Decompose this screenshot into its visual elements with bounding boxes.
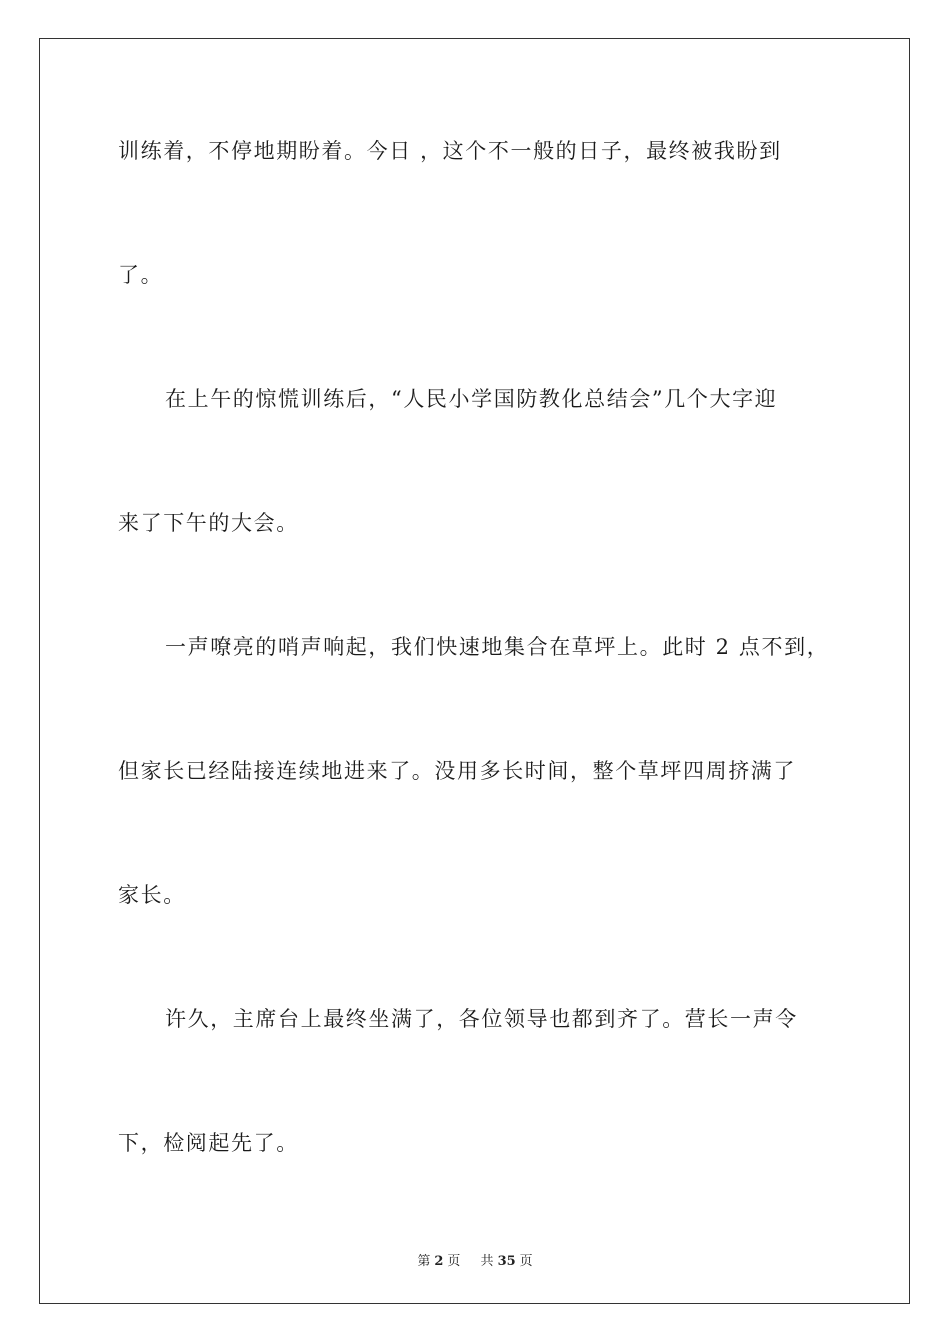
total-suffix: 页 [519,1254,533,1269]
page-border [39,38,910,1304]
page-number: 2 [434,1254,444,1269]
paragraph-start-line: 一声嘹亮的哨声响起，我们快速地集合在草坪上。此时 2 点不到， [165,635,830,659]
total-prefix: 共 [480,1254,494,1269]
body-text-line: 下，检阅起先了。 [118,1131,299,1155]
paragraph-start-line: 许久，主席台上最终坐满了，各位领导也都到齐了。营长一声令 [165,1007,798,1031]
paragraph-start-line: 在上午的惊慌训练后，“人民小学国防教化总结会”几个大字迎 [165,387,778,411]
total-pages: 35 [497,1254,516,1269]
page-suffix: 页 [447,1254,461,1269]
page-indicator [413,1254,464,1269]
total-pages-indicator [477,1254,537,1269]
body-text-line: 训练着，不停地期盼着。今日 ，这个不一般的日子，最终被我盼到 [118,139,782,163]
page-footer [0,1250,950,1269]
body-text-line: 了。 [118,263,164,287]
body-text-line: 来了下午的大会。 [118,511,299,535]
body-text-line: 家长。 [118,883,186,907]
body-text-line: 但家长已经陆接连续地进来了。没用多长时间，整个草坪四周挤满了 [118,759,796,783]
page-prefix: 第 [417,1254,431,1269]
